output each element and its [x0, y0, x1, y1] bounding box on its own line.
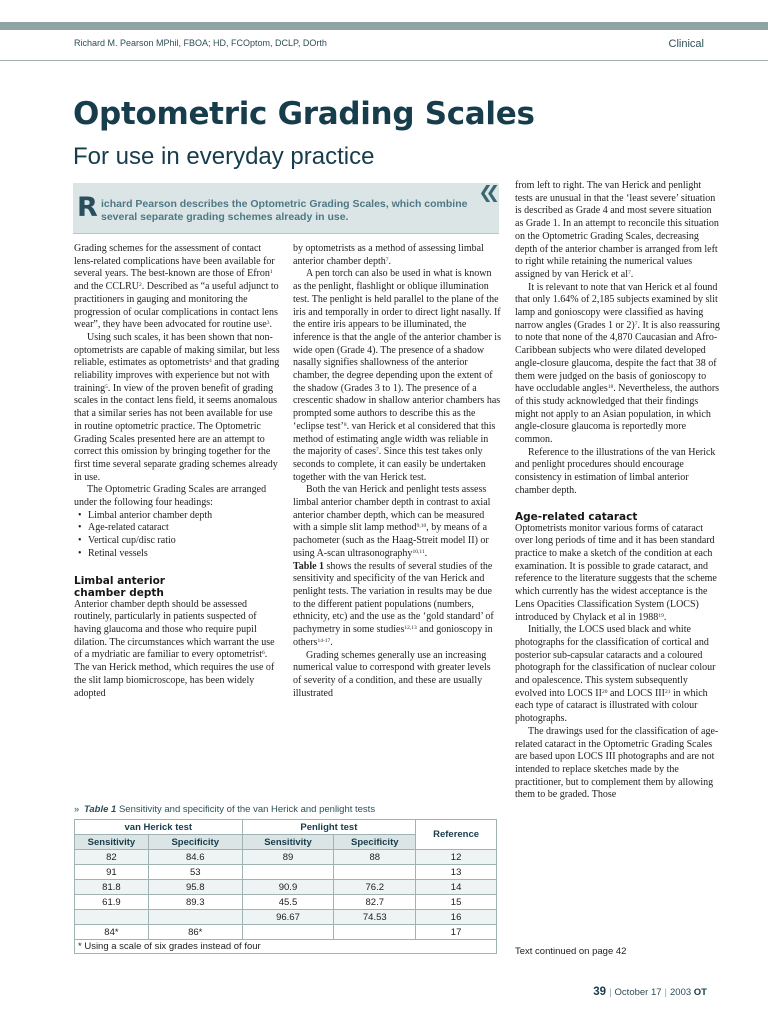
table-cell: 84.6: [148, 850, 242, 865]
table-cell: 89: [242, 850, 334, 865]
table-cell: 90.9: [242, 880, 334, 895]
table-row: [75, 880, 497, 895]
table-cell: 81.8: [75, 880, 149, 895]
table-cell: [334, 865, 416, 880]
column-1: [74, 243, 280, 700]
table-column-header: Sensitivity: [242, 835, 334, 850]
table-cell: [242, 925, 334, 940]
paragraph: Reference to the illustrations of the van Herick and penlight procedures should encourage consistency in estimation of limbal anterior chamber depth.: [515, 446, 716, 496]
paragraph: The Optometric Grading Scales are arranged under the following four headings:: [74, 484, 267, 509]
list-item: • Vertical cup/disc ratio: [74, 535, 280, 548]
issue-date: October 17: [614, 987, 662, 998]
list-item: • Limbal anterior chamber depth: [74, 510, 280, 523]
table-cell: 16: [416, 910, 497, 925]
table-column-header: Specificity: [334, 835, 416, 850]
table-group-header: Penlight test: [242, 820, 416, 835]
double-chevron-left-icon: ❮❮: [478, 183, 493, 203]
paragraph: The drawings used for the classification of age-related cataract in the Optometric Grading Scales are based upon LOCS III photographs and are not intended to replace sketches made by the practitioner, but to complement them by allowing them to be graded. Those: [515, 725, 719, 801]
table-footnote: * Using a scale of six grades instead of four: [75, 940, 497, 954]
table-cell: 84*: [75, 925, 149, 940]
table-group-header: van Herick test: [75, 820, 243, 835]
paragraph: A pen torch can also be used in what is known as the penlight, flashlight or oblique illumination test. The penlight is held parallel to the plane of the iris and temporally in order to direct light nasally. If the entire iris appears to be illuminated, the inference is that the angle of the anterior chamber is wide open (Grade 4). The presence of a shadow nasally signifies shallowness of the anterior chamber, the degree depending upon the extent of the shadow (Grades 3 to 1). The presence of a crescentic shadow in shallow anterior chambers has prompted some authors to describe this as the ‘eclipse test’$^8$. van Herick et al considered that this method of estimating angle width was reliable in the majority of cases$^7$. Since this test takes only seconds to complete, it can easily be undertaken together with the van Herick test.: [293, 268, 501, 483]
table-cell: 45.5: [242, 895, 334, 910]
section-heading-cataract: Age-related cataract: [515, 510, 638, 523]
paragraph: Using such scales, it has been shown that non-optometrists are capable of making similar, but less reliable, estimates as optometrists$^4$ and that grading reliability improves with experience but not with training$^5$. In view of the proven benefit of grading scales in the contact lens field, it seems anomalous that a similar series has not been available for use in routine optometric practice. The Optometric Grading Scales presented here are an attempt to correct this omission by bringing together for the first time several separate grading schemes already in use.: [74, 331, 280, 483]
headings-list: [74, 510, 280, 561]
table-cell: 17: [416, 925, 497, 940]
standfirst-text: ichard Pearson describes the Optometric Grading Scales, which combine several separate grading schemes already in use.: [101, 198, 468, 223]
table-cell: 82: [75, 850, 149, 865]
paragraph: Both the van Herick and penlight tests assess limbal anterior chamber depth in contrast to axial anterior chamber depth, which can be measured with a simple slit lamp method$^{9,10}$, by means of a pachometer (such as the Haag-Streit model II) or using A-scan ultrasonography$^{10,11}$.: [293, 484, 491, 559]
magazine-name: OT: [693, 987, 707, 998]
paragraph: Grading schemes for the assessment of contact lens-related complications have been available for several years. The best-known are those of Efron$^1$ and the CCLRU$^2$. Described as “a useful adjunct to practitioners in gauging and monitoring the progression of ocular complications in contact lens wear”, they have been advocated for routine use$^3$.: [74, 243, 279, 331]
table-cell: 95.8: [148, 880, 242, 895]
paragraph: Optometrists monitor various forms of cataract over long periods of time and it has been standard practice to make a sketch of the condition at each examination. It is possible to grade cataract, and reference to the literature suggests that the scheme which currently has the widest acceptance is the Lens Opacities Classification System (LOCS) introduced by Chylack et al in 1988$^{19}$.: [515, 522, 717, 623]
section-label: Clinical: [668, 38, 704, 50]
page-number: 39: [593, 986, 607, 998]
sensitivity-table: [74, 819, 497, 954]
table-cell: 14: [416, 880, 497, 895]
table-row: [75, 865, 497, 880]
column-2: [293, 243, 501, 700]
table-cell: 12: [416, 850, 497, 865]
article-title: Optometric Grading Scales: [73, 96, 535, 132]
table-cell: 89.3: [148, 895, 242, 910]
paragraph: Anterior chamber depth should be assessed routinely, particularly in patients suspected of having glaucoma and those who require pupil dilation. The circumstances which warrant the use of a mydriatic are familiar to every optometrist$^6$. The van Herick method, which requires the use of the slit lamp biomicroscope, has been widely adopted: [74, 598, 275, 699]
table-cell: 91: [75, 865, 149, 880]
table-cell: 76.2: [334, 880, 416, 895]
paragraph: from left to right. The van Herick and penlight tests are unusual in that the ‘least severe’ situation is described as Grade 4 and most severe situation as Grade 1. In an attempt to reconcile this situation on the Optometric Grading Scales, decreasing depth of the anterior chamber is arranged from left to right while retaining the numerical values assigned by van Herick et $al^7$.: [515, 180, 719, 280]
article-subtitle: For use in everyday practice: [73, 143, 375, 170]
table-label: Table 1: [83, 804, 117, 815]
drop-cap: R: [77, 192, 98, 223]
table-cell: 82.7: [334, 895, 416, 910]
issue-year: 2003: [670, 987, 692, 998]
table-cell: 15: [416, 895, 497, 910]
double-chevron-right-icon: »: [74, 804, 80, 815]
continued-note: Text continued on page 42: [515, 946, 627, 957]
list-item: • Age-related cataract: [74, 522, 280, 535]
table-cell: [334, 925, 416, 940]
paragraph: Grading schemes generally use an increasing numerical value to correspond with greater levels of severity of a condition, and these are usually illustrated: [293, 649, 491, 699]
table-cell: [75, 910, 149, 925]
running-header: [74, 38, 704, 48]
table-note-row: [75, 940, 497, 954]
table-row: [75, 850, 497, 865]
table-cell: [242, 865, 334, 880]
header-rule: [0, 60, 768, 61]
table-row: [75, 925, 497, 940]
table-row: [75, 910, 497, 925]
author-credit: Richard M. Pearson MPhil, FBOA; HD, FCOptom, DCLP, DOrth: [74, 38, 327, 48]
table-cell: [148, 910, 242, 925]
table-cell: 86*: [148, 925, 242, 940]
standfirst-box: [73, 183, 499, 234]
top-color-band: [0, 22, 768, 30]
table-caption-text: Sensitivity and specificity of the van Herick and penlight tests: [118, 804, 376, 815]
paragraph: It is relevant to note that van Herick et al found that only 1.64% of 2,185 subjects examined by slit lamp and gonioscopy were classified as having narrow angles (Grades 1 or 2)$^7$. It is also reassuring to note that none of the 4,870 Caucasian and Afro-Caribbean subjects who were dilated developed angle-closure glaucoma, despite the fact that 38 of them were judged on the basis of gonioscopy to have occludable angles$^{18}$. Nevertheless, the authors of this study acknowledged that their findings might not apply to an Asian population, in which angle-closure glaucoma is reportedly more common.: [515, 281, 720, 446]
paragraph: by optometrists as a method of assessing limbal anterior chamber depth$^7$.: [293, 243, 484, 267]
table-cell: 96.67: [242, 910, 334, 925]
page-footer: 39 | October 17 | 2003 OT: [593, 986, 707, 998]
table-cell: 61.9: [75, 895, 149, 910]
table-row: [75, 895, 497, 910]
paragraph: Initially, the LOCS used black and white photographs for the classification of cortical and posterior sub-capsular cataracts and a coloured photograph for the classification of nuclear colour and opalescence. This system subsequently evolved into LOCS II$^{20}$ and LOCS III$^{21}$ in which each type of cataract is illustrated with colour photographs.: [515, 624, 716, 725]
table-column-header: Reference: [416, 820, 497, 850]
table-caption: [74, 804, 500, 815]
list-item: • Retinal vessels: [74, 548, 280, 561]
paragraph: Table 1 shows the results of several studies of the sensitivity and specificity of the van Herick and penlight tests. The variation in results may be due to the different patient populations (numbers, ethnicity, etc) and the use as the ‘gold standard’ of pachymetry in some studies$^{12,13}$ and gonioscopy in others$^{14-17}$.: [293, 560, 494, 648]
column-3: [515, 180, 721, 802]
table-cell: 53: [148, 865, 242, 880]
table-column-header: Sensitivity: [75, 835, 149, 850]
table-column-header: Specificity: [148, 835, 242, 850]
section-heading-limbal: Limbal anterior chamber depth: [74, 574, 165, 599]
table-cell: 13: [416, 865, 497, 880]
table-cell: 74.53: [334, 910, 416, 925]
table-cell: 88: [334, 850, 416, 865]
